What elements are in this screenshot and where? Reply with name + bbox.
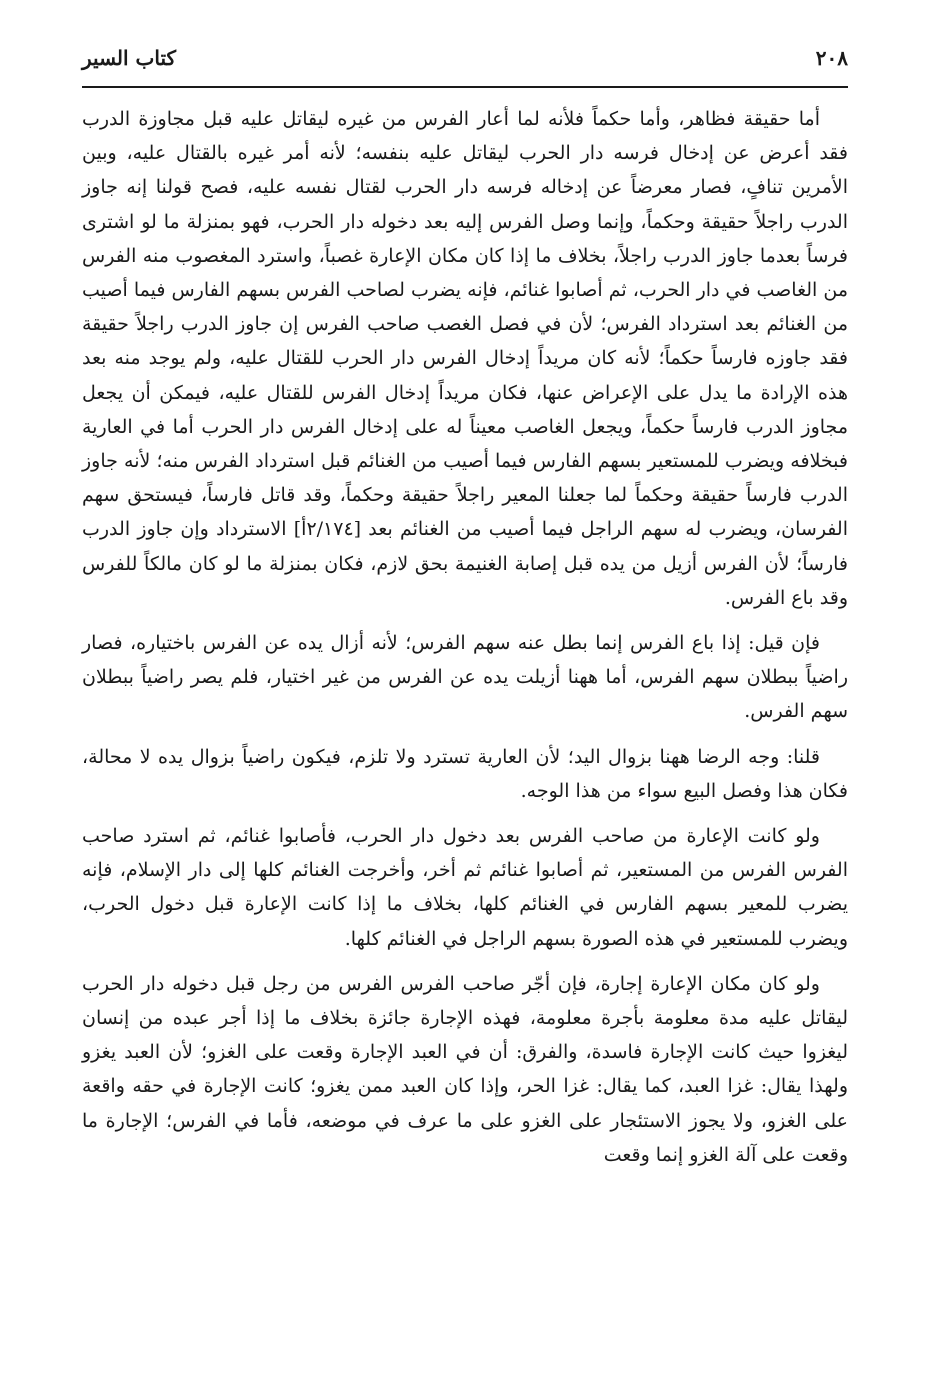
- page-header: [82, 46, 848, 84]
- paragraph: ولو كان مكان الإعارة إجارة، فإن أجّر صاحب الفرس الفرس من رجل قبل دخوله دار الحرب ليقاتل عليه مدة معلومة بأجرة معلومة، فهذه الإجارة جائزة بخلاف ما إذا أجر عبده من إنسان ليغزوا حيث كانت الإجارة فاسدة، والفرق: أن في العبد الإجارة وقعت على الغزو؛ لأن العبد يغزو ولهذا يقال: غزا العبد، كما يقال: غزا الحر، وإذا كان العبد ممن يغزو؛ كانت الإجارة في حقه واقعة على الغزو، ولا يجوز الاستئجار على الغزو على ما عرف في موضعه، فأما في الفرس؛ الإجارة ما وقعت على آلة الغزو إنما وقعت: [82, 972, 848, 1166]
- paragraph: ولو كانت الإعارة من صاحب الفرس بعد دخول دار الحرب، فأصابوا غنائم، ثم استرد صاحب الفرس الفرس من المستعير، ثم أصابوا غنائم ثم أخر، وأخرجت الغنائم كلها إلى دار الإسلام، فإنه يضرب للمعير بسهم الفارس في الغنائم كلها، بخلاف ما إذا كانت الإعارة قبل دخول الحرب، ويضرب للمستعير في هذه الصورة بسهم الراجل في الغنائم كلها.: [82, 825, 848, 950]
- paragraph: قلنا: وجه الرضا ههنا بزوال اليد؛ لأن العارية تسترد ولا تلزم، فيكون راضياً بزوال يده لا محالة، فكان هذا وفصل البيع سواء من هذا الوجه.: [82, 745, 848, 802]
- paragraph: فإن قيل: إذا باع الفرس إنما بطل عنه سهم الفرس؛ لأنه أزال يده عن الفرس باختياره، فصار راضياً ببطلان سهم الفرس، أما ههنا أزيلت يده عن الفرس من غير اختيار، فلم يصر راضياً ببطلان سهم الفرس.: [82, 632, 848, 723]
- running-title: كتاب السير: [82, 46, 177, 70]
- header-rule: [82, 86, 848, 88]
- paragraph: أما حقيقة فظاهر، وأما حكماً فلأنه لما أعار الفرس من غيره ليقاتل عليه قبل مجاوزة الدرب فقد أعرض عن إدخال فرسه دار الحرب ليقاتل عليه بنفسه؛ لأنه أمر غيره بالقتال عليه، وبين الأمرين تنافٍ، فصار معرضاً عن إدخاله فرسه دار الحرب لقتال نفسه عليه، فصح قولنا إنه جاوز الدرب راجلاً حقيقة وحكماً، وإنما وصل الفرس إليه بعد دخوله دار الحرب، فهو بمنزلة ما لو اشترى فرساً بعدما جاوز الدرب راجلاً، بخلاف ما إذا كان مكان الإعارة غصباً، واسترد المغصوب منه الفرس من الغاصب في دار الحرب، ثم أصابوا غنائم، فإنه يضرب لصاحب الفرس بسهم الفارس فيما أصيب من الغنائم بعد استرداد الفرس؛ لأن في فصل الغصب صاحب الفرس إن جاوز الدرب راجلاً حقيقة فقد جاوزه فارساً حكماً؛ لأنه كان مريداً إدخال الفرس دار الحرب للقتال عليه، ولم يوجد منه بعد هذه الإرادة ما يدل على الإعراض عنها، فكان مريداً إدخال الفرس للقتال عليه، فيمكن أن يجعل مجاوز الدرب فارساً حكماً، ويجعل الغاصب معيناً له على إدخال الفرس دار الحرب أما في العارية فبخلافه ويضرب للمستعير بسهم الفارس فيما أصيب من الغنائم قبل استرداد الفرس منه؛ لأنه جاوز الدرب فارساً حقيقة وحكماً لما جعلنا المعير راجلاً حقيقة وحكماً، وقد قاتل فارساً، فيستحق سهم الفرسان، ويضرب له سهم الراجل فيما أصيب من الغنائم بعد [٢/١٧٤أ] الاسترداد وإن جاوز الدرب فارساً؛ لأن الفرس أزيل من يده قبل إصابة الغنيمة بحق لازم، فكان بمنزلة ما لو كان مالكاً للفرس وقد باع الفرس.: [82, 108, 848, 609]
- main-text: [82, 102, 848, 1183]
- page-number: ٢٠٨: [815, 46, 848, 70]
